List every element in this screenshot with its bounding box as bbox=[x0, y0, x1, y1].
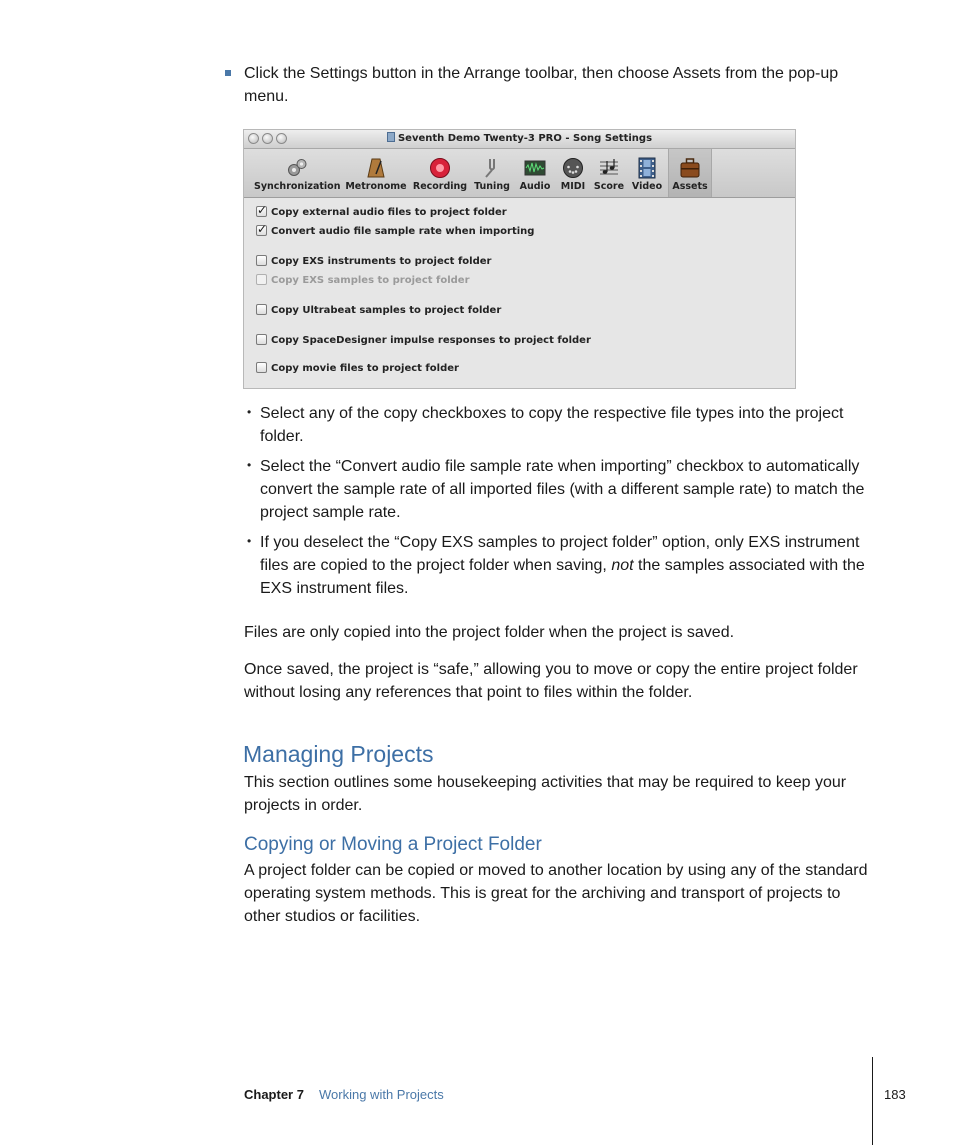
paragraph-files-copied: Files are only copied into the project folder when the project is saved. bbox=[244, 624, 735, 641]
square-bullet-icon bbox=[225, 70, 231, 76]
option-copy-exs-samples bbox=[256, 274, 470, 286]
dot-bullet-icon: • bbox=[247, 405, 252, 419]
tool-synchronization[interactable] bbox=[254, 149, 340, 197]
tool-assets[interactable] bbox=[668, 149, 712, 197]
tool-recording[interactable] bbox=[411, 149, 469, 197]
bullet-3-text: files are copied to the project folder when saving, bbox=[260, 557, 612, 574]
checkbox[interactable] bbox=[256, 255, 267, 266]
intro-line-1: Click the Settings button in the Arrange toolbar, then choose Assets from the pop-up bbox=[244, 65, 839, 82]
option-label: Copy EXS instruments to project folder bbox=[271, 256, 492, 267]
checkbox-disabled bbox=[256, 274, 267, 285]
bullet-1-line-2: folder. bbox=[260, 428, 304, 445]
tool-label: Recording bbox=[412, 181, 468, 192]
tool-label: Video bbox=[631, 181, 663, 192]
page-number: 183 bbox=[884, 1087, 906, 1102]
bullet-1-line-1: Select any of the copy checkboxes to copy the respective file types into the project bbox=[260, 405, 844, 422]
waveform-icon bbox=[524, 157, 546, 179]
option-label: Copy movie files to project folder bbox=[271, 363, 459, 374]
checkbox-checked[interactable] bbox=[256, 225, 267, 236]
option-label: Copy Ultrabeat samples to project folder bbox=[271, 305, 502, 316]
tool-label: Synchronization bbox=[254, 181, 341, 192]
option-copy-movie-files[interactable] bbox=[256, 362, 459, 374]
bullet-3-text: the samples associated with the bbox=[633, 557, 865, 574]
footer-chapter-title[interactable]: Working with Projects bbox=[319, 1087, 444, 1102]
option-label: Convert audio file sample rate when importing bbox=[271, 226, 535, 237]
bullet-2-line-1: Select the “Convert audio file sample rate when importing” checkbox to automatically bbox=[260, 458, 860, 475]
tool-midi[interactable] bbox=[557, 149, 589, 197]
tool-label: Metronome bbox=[345, 181, 407, 192]
subsection-line-1: A project folder can be copied or moved to another location by using any of the standard bbox=[244, 862, 868, 879]
option-copy-external-audio[interactable] bbox=[256, 206, 507, 218]
subsection-line-3: other studios or facilities. bbox=[244, 908, 421, 925]
emphasis-not: not bbox=[611, 557, 634, 574]
option-label: Copy EXS samples to project folder bbox=[271, 275, 470, 286]
footer-divider bbox=[872, 1057, 873, 1145]
checkbox[interactable] bbox=[256, 334, 267, 345]
checkbox-checked[interactable] bbox=[256, 206, 267, 217]
bullet-3-line-3: EXS instrument files. bbox=[260, 580, 409, 597]
paragraph-once-saved-line-2: without losing any references that point to files within the folder. bbox=[244, 684, 693, 701]
tool-label: Tuning bbox=[474, 181, 510, 192]
tool-audio[interactable] bbox=[516, 149, 554, 197]
window-title-text: Seventh Demo Twenty-3 PRO - Song Settings bbox=[397, 133, 653, 144]
option-convert-sample-rate[interactable] bbox=[256, 225, 534, 237]
bullet-2-line-3: project sample rate. bbox=[260, 504, 401, 521]
tool-video[interactable] bbox=[630, 149, 664, 197]
tool-label: Score bbox=[593, 181, 625, 192]
record-icon bbox=[429, 157, 451, 179]
bullet-3-line-2 bbox=[260, 554, 865, 577]
checkbox[interactable] bbox=[256, 362, 267, 373]
footer-chapter: Chapter 7 bbox=[244, 1087, 304, 1102]
option-copy-exs-instruments[interactable] bbox=[256, 255, 491, 267]
dot-bullet-icon: • bbox=[247, 534, 252, 548]
tool-metronome[interactable] bbox=[345, 149, 407, 197]
tool-label: Audio bbox=[519, 181, 551, 192]
section-intro-line-1: This section outlines some housekeeping activities that may be required to keep your bbox=[244, 774, 847, 791]
briefcase-icon bbox=[679, 157, 701, 179]
dot-bullet-icon: • bbox=[247, 458, 252, 472]
option-label: Copy SpaceDesigner impulse responses to project folder bbox=[271, 335, 591, 346]
midi-icon bbox=[562, 157, 584, 179]
bullet-2-line-2: convert the sample rate of all imported files (with a different sample rate) to match the bbox=[260, 481, 865, 498]
tool-label: MIDI bbox=[560, 181, 586, 192]
option-copy-ultrabeat[interactable] bbox=[256, 304, 501, 316]
section-heading: Managing Projects bbox=[243, 741, 434, 767]
tuning-fork-icon bbox=[481, 157, 503, 179]
film-icon bbox=[636, 157, 658, 179]
option-label: Copy external audio files to project folder bbox=[271, 207, 507, 218]
intro-line-2: menu. bbox=[244, 88, 289, 105]
subsection-line-2: operating system methods. This is great for the archiving and transport of projects to bbox=[244, 885, 841, 902]
gears-icon bbox=[286, 157, 308, 179]
tool-tuning[interactable] bbox=[472, 149, 512, 197]
score-icon bbox=[598, 157, 620, 179]
section-intro-line-2: projects in order. bbox=[244, 797, 363, 814]
song-settings-screenshot bbox=[243, 129, 796, 389]
paragraph-once-saved-line-1: Once saved, the project is “safe,” allowing you to move or copy the entire project folder bbox=[244, 661, 858, 678]
document-icon bbox=[387, 132, 395, 142]
metronome-icon bbox=[365, 157, 387, 179]
window-titlebar bbox=[244, 130, 795, 149]
settings-toolbar bbox=[244, 149, 795, 198]
checkbox[interactable] bbox=[256, 304, 267, 315]
window-title bbox=[244, 132, 795, 144]
subsection-heading: Copying or Moving a Project Folder bbox=[244, 834, 542, 855]
bullet-3-line-1: If you deselect the “Copy EXS samples to project folder” option, only EXS instrument bbox=[260, 534, 860, 551]
tool-score[interactable] bbox=[592, 149, 626, 197]
option-copy-spacedesigner[interactable] bbox=[256, 334, 591, 346]
tool-label: Assets bbox=[672, 181, 708, 192]
